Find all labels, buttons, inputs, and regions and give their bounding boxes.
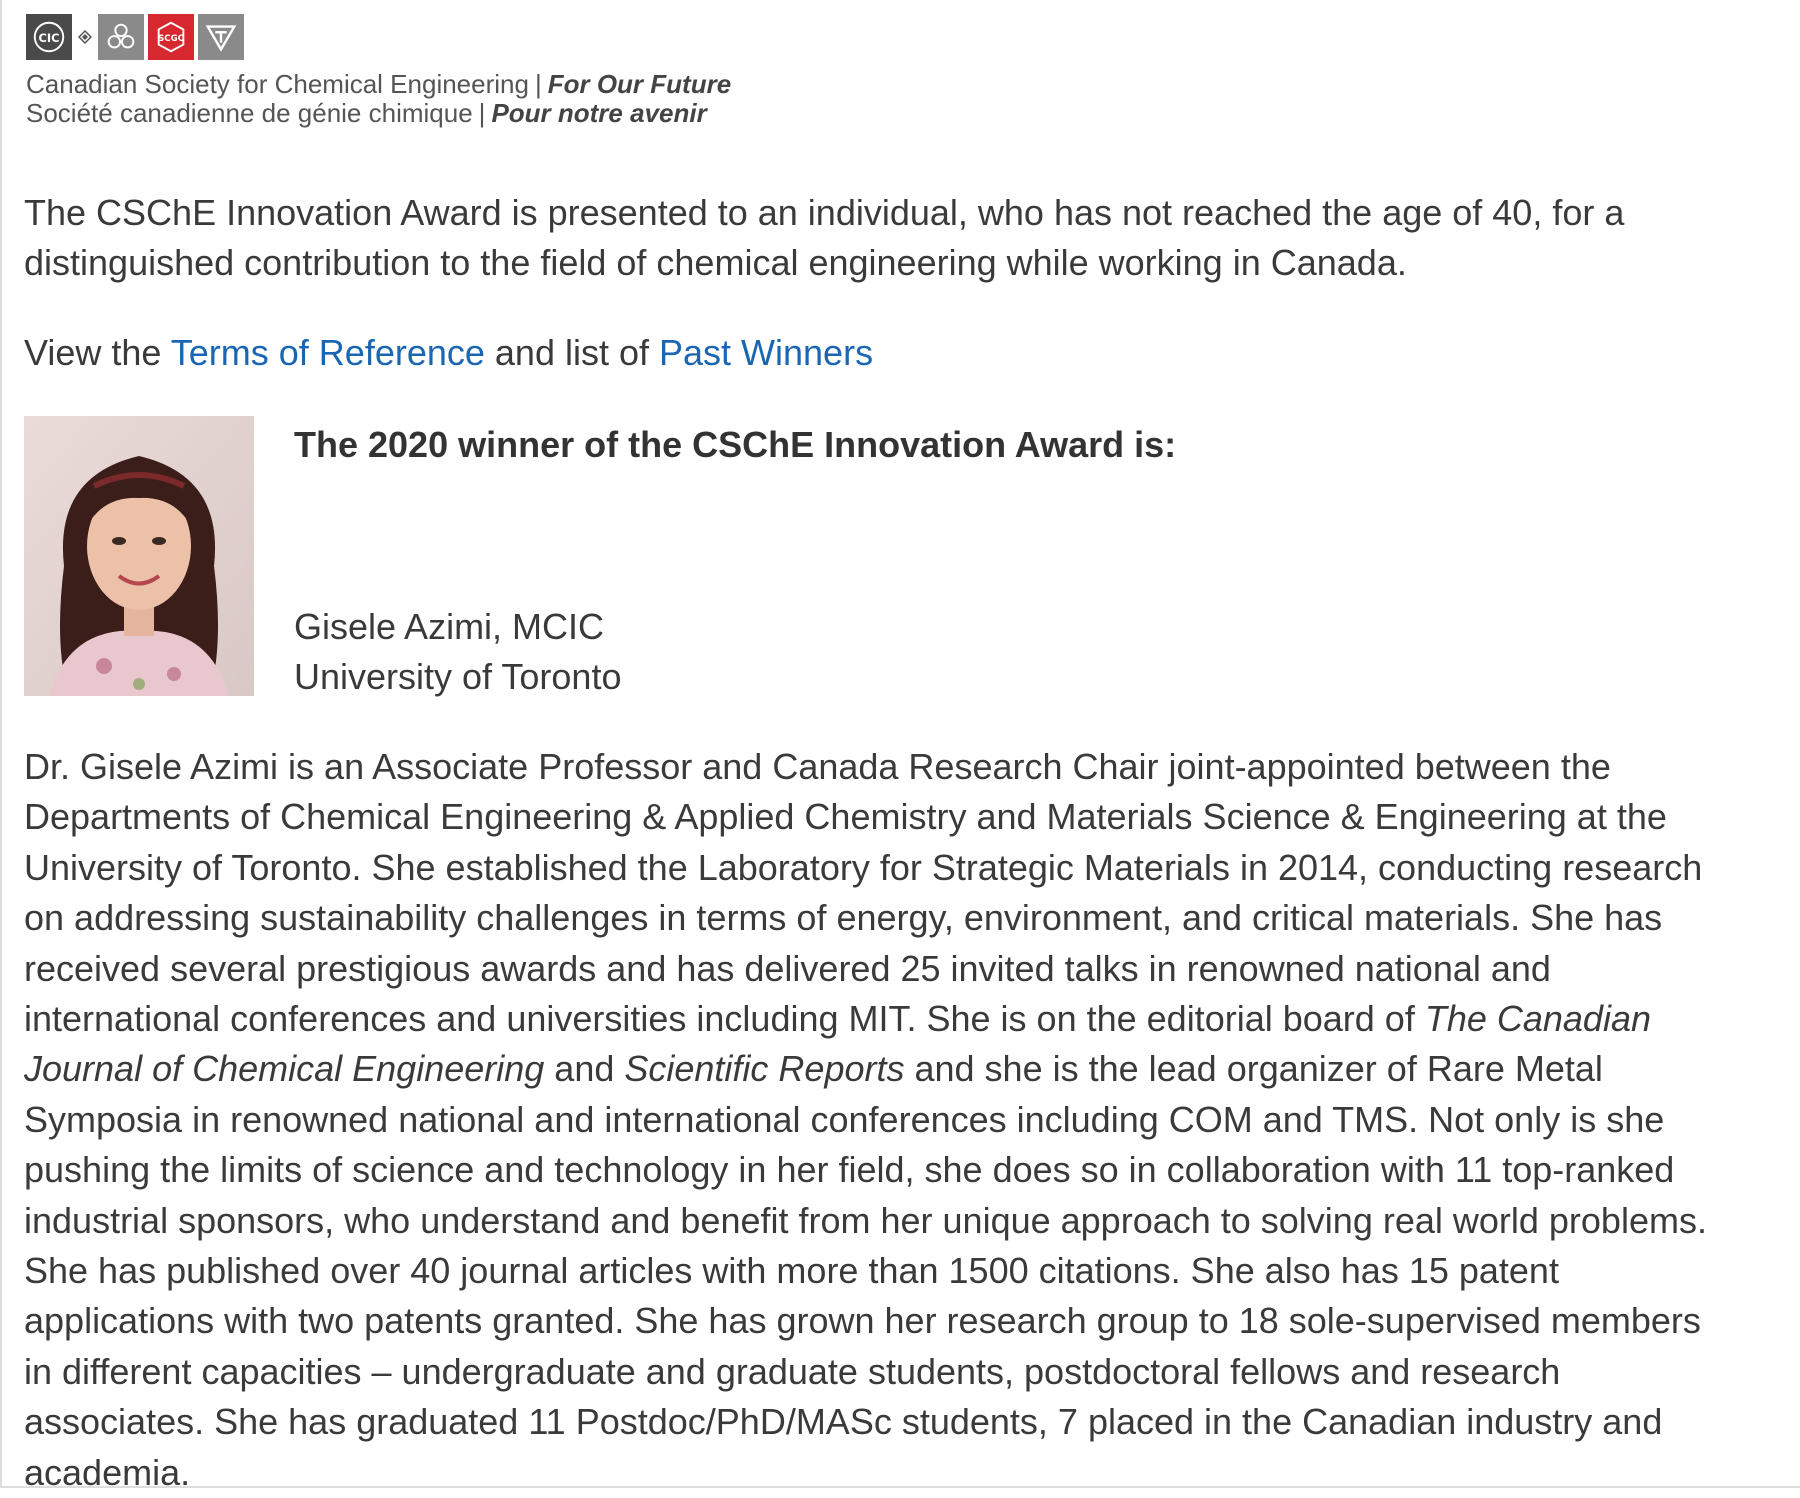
org-name-en: Canadian Society for Chemical Engineering: [26, 69, 529, 99]
winner-affiliation: University of Toronto: [294, 656, 622, 697]
winner-biography: [24, 742, 1734, 1498]
cic-logo-text: CIC: [38, 30, 60, 45]
links-middle: and list of: [484, 332, 659, 373]
winner-heading: The 2020 winner of the CSChE Innovation Award is:: [294, 424, 1177, 465]
separator: |: [478, 98, 486, 128]
journal-canadian-journal: The Canadian Journal of Chemical Engineering: [24, 998, 1651, 1090]
past-winners-link[interactable]: Past Winners: [659, 332, 874, 373]
diamond-separator-icon: [76, 14, 94, 60]
award-description: The CSChE Innovation Award is presented to an individual, who has not reached the age of 40, for a distinguished contribution to the field of chemical engineering while working in Canada.: [24, 192, 1625, 283]
journal-scientific-reports: Scientific Reports: [624, 1048, 905, 1090]
header-logo[interactable]: [26, 12, 731, 128]
org-name-french: [26, 99, 731, 128]
links-prefix: View the: [24, 332, 171, 373]
terms-of-reference-link[interactable]: Terms of Reference: [170, 332, 485, 373]
separator: |: [534, 69, 542, 99]
csche-logo-text: SCGC: [158, 33, 184, 44]
reference-links-line: [24, 328, 1724, 378]
org-name-english: [26, 70, 731, 99]
bio-part-2: and: [544, 1048, 625, 1090]
bio-part-1: Dr. Gisele Azimi is an Associate Professor and Canada Research Chair joint-appointed between the Departments of Chemical Engineering & Applied Chemistry and Materials Science & Engineering at the University of Toronto. She established the Laboratory for Strategic Materials in 2014, conducting research on addressing sustainability challenges in terms of energy, environment, and critical materials. She has received several prestigious awards and has delivered 25 invited talks in renowned national and international conferences and universities including MIT. She is on the editorial board of: [24, 746, 1703, 1040]
csche-logo-icon: [148, 14, 194, 60]
winner-portrait: [24, 416, 254, 696]
org-name-fr: Société canadienne de génie chimique: [26, 98, 473, 128]
winner-name: Gisele Azimi, MCIC: [294, 606, 605, 647]
bio-part-3: and she is the lead organizer of Rare Metal Symposia in renowned national and international conferences including COM and TMS. Not only is she pushing the limits of science and technology in her field, she does so in collaboration with 11 top-ranked industrial sponsors, who understand and benefit from her unique approach to solving real world problems. She has published over 40 journal articles with more than 1500 citations. She also has 15 patent applications with two patents granted. She has grown her research group to 18 sole-supervised members in different capacities – undergraduate and graduate students, postdoctoral fellows and research associates. She has graduated 11 Postdoc/PhD/MASc students, 7 placed in the Canadian industry and academia.: [24, 1048, 1707, 1493]
cic-logo-icon: [26, 14, 72, 60]
tagline-en: For Our Future: [547, 69, 732, 99]
tagline-fr: Pour notre avenir: [491, 98, 707, 128]
ctc-logo-icon: [198, 14, 244, 60]
logo-icons: [26, 12, 731, 62]
csc-logo-icon: [98, 14, 144, 60]
